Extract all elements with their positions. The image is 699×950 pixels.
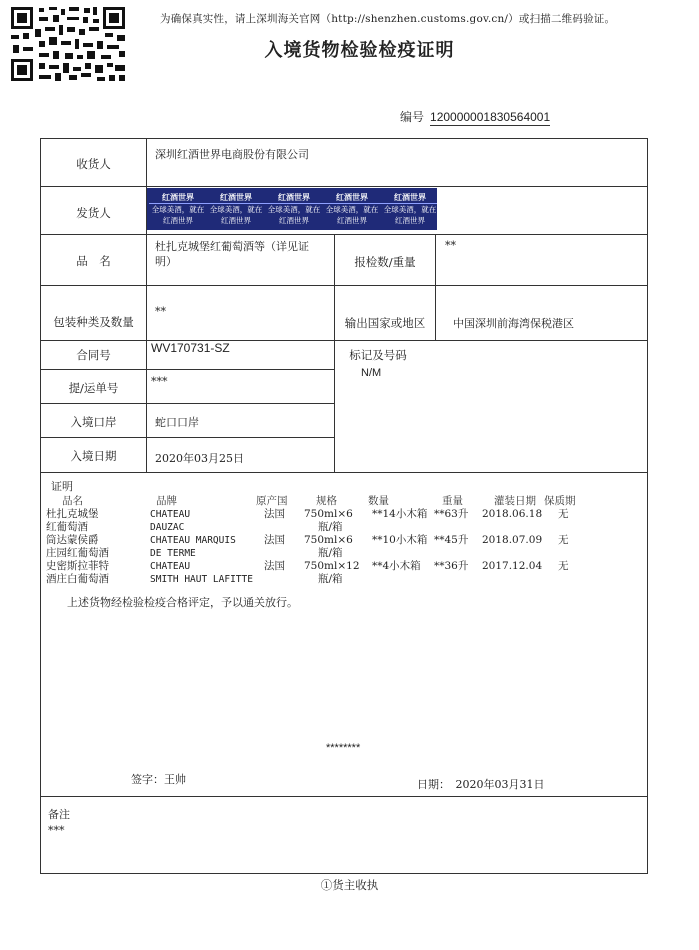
goods-row	[46, 534, 646, 547]
port-label: 入境口岸	[70, 415, 117, 429]
product-label: 品 名	[76, 254, 111, 268]
verification-notice: 为确保真实性，请上深圳海关官网（http://shenzhen.customs.gov.cn/）或扫描二维码验证。	[160, 13, 616, 25]
origin-label: 输出国家或地区	[344, 316, 426, 330]
goods-origin: 法国	[264, 508, 285, 520]
date-value: 2020年03月25日	[155, 452, 244, 465]
goods-name: 筒达蒙侯爵	[46, 534, 99, 546]
goods-origin: 法国	[264, 560, 285, 572]
banner-tile	[149, 192, 207, 226]
signature: 签字：王帅	[131, 773, 186, 786]
goods-name: 史密斯拉菲特	[46, 560, 109, 572]
goods-brand: CHATEAU	[150, 561, 191, 572]
goods-spec: 瓶/箱	[318, 573, 343, 585]
serial-label: 编号	[400, 110, 425, 124]
goods-name: 红葡萄酒	[46, 521, 88, 533]
goods-origin: 法国	[264, 534, 285, 546]
banner-brand: 红酒世界	[323, 192, 381, 204]
banner-tile	[381, 192, 437, 226]
header-shelf-life: 保质期	[544, 495, 576, 507]
banner-tile	[207, 192, 265, 226]
goods-rows	[46, 508, 646, 586]
conclusion-text: 上述货物经检验检疫合格评定，予以通关放行。	[67, 596, 298, 609]
contract-value: WV170731-SZ	[151, 341, 230, 355]
goods-shelf-life: 无	[558, 534, 569, 546]
issue-date: 日期： 2020年03月31日	[417, 778, 545, 791]
goods-weight: **36升	[434, 560, 469, 572]
bill-label: 提/运单号	[68, 381, 119, 395]
row-divider	[41, 472, 647, 473]
quantity-value: **	[445, 239, 456, 252]
goods-row	[46, 560, 646, 573]
banner-tile	[323, 192, 381, 226]
goods-shelf-life: 无	[558, 508, 569, 520]
serial-value: 120000001830564001	[430, 110, 551, 124]
goods-brand: CHATEAU MARQUIS	[150, 535, 236, 546]
goods-weight: **63升	[434, 508, 469, 520]
goods-fill-date: 2018.06.18	[482, 508, 543, 520]
quantity-label: 报检数/重量	[354, 255, 416, 269]
contract-label: 合同号	[76, 348, 111, 362]
banner-brand: 红酒世界	[149, 192, 207, 204]
date-label: 入境日期	[70, 449, 117, 463]
serial-number	[400, 108, 550, 126]
header-origin: 原产国	[256, 495, 288, 507]
goods-brand: DE TERME	[150, 548, 196, 559]
goods-brand: CHATEAU	[150, 509, 191, 520]
header-weight: 重量	[442, 495, 463, 507]
banner-brand: 红酒世界	[207, 192, 265, 204]
header-fill-date: 灌装日期	[494, 495, 536, 507]
certificate-label: 证明	[51, 480, 73, 493]
consignee-value: 深圳红酒世界电商股份有限公司	[155, 148, 309, 161]
banner-slogan: 全球美酒，就在红酒世界	[151, 205, 205, 225]
consignee-label: 收货人	[76, 157, 111, 171]
packing-value: **	[155, 305, 166, 318]
goods-qty: **4小木箱	[372, 560, 421, 572]
remarks-label: 备注	[48, 808, 70, 821]
banner-slogan: 全球美酒，就在红酒世界	[267, 205, 321, 225]
goods-spec: 750ml×6	[304, 508, 353, 520]
goods-row	[46, 508, 646, 521]
goods-spec: 瓶/箱	[318, 521, 343, 533]
banner-slogan: 全球美酒，就在红酒世界	[209, 205, 263, 225]
product-value: 杜扎克城堡红葡萄酒等（详见证明）	[155, 240, 309, 268]
goods-spec: 瓶/箱	[318, 547, 343, 559]
stars-mark: ********	[326, 742, 361, 754]
goods-weight: **45升	[434, 534, 469, 546]
row-divider	[41, 369, 334, 370]
goods-table	[46, 495, 646, 586]
column-divider	[435, 234, 436, 340]
goods-spec: 750ml×12	[304, 560, 360, 572]
port-value: 蛇口口岸	[155, 416, 199, 429]
row-divider	[41, 186, 647, 187]
origin-value: 中国深圳前海湾保税港区	[453, 317, 574, 330]
goods-name: 庄园红葡萄酒	[46, 547, 109, 559]
row-divider	[41, 285, 647, 286]
header-spec: 规格	[316, 495, 337, 507]
goods-row	[46, 573, 646, 586]
banner-tile	[265, 192, 323, 226]
header-qty: 数量	[368, 495, 389, 507]
banner-brand: 红酒世界	[265, 192, 323, 204]
banner-slogan: 全球美酒，就在红酒世界	[325, 205, 379, 225]
goods-header-row	[46, 495, 646, 508]
row-divider	[41, 340, 647, 341]
goods-brand: SMITH HAUT LAFITTE	[150, 574, 253, 585]
goods-shelf-life: 无	[558, 560, 569, 572]
goods-row	[46, 547, 646, 560]
row-divider	[41, 437, 334, 438]
goods-brand: DAUZAC	[150, 522, 185, 533]
banner-slogan: 全球美酒，就在红酒世界	[383, 205, 437, 225]
footer-copy-note: ①货主收执	[320, 878, 379, 892]
goods-name: 酒庄白葡萄酒	[46, 573, 109, 585]
shipper-banner-image	[147, 188, 437, 230]
document-title: 入境货物检验检疫证明	[264, 40, 455, 61]
row-divider	[41, 403, 334, 404]
row-divider	[41, 234, 647, 235]
goods-fill-date: 2017.12.04	[482, 560, 543, 572]
remarks-value: ***	[48, 824, 65, 837]
goods-row	[46, 521, 646, 534]
marks-value: N/M	[361, 367, 382, 379]
goods-qty: **14小木箱	[372, 508, 428, 520]
goods-name: 杜扎克城堡	[46, 508, 99, 520]
header-brand: 品牌	[156, 495, 177, 507]
bill-value: ***	[151, 375, 168, 388]
goods-fill-date: 2018.07.09	[482, 534, 543, 546]
goods-spec: 750ml×6	[304, 534, 353, 546]
banner-brand: 红酒世界	[381, 192, 437, 204]
row-divider	[41, 796, 647, 797]
marks-label: 标记及号码	[349, 348, 407, 362]
header-name: 品名	[62, 495, 83, 507]
goods-qty: **10小木箱	[372, 534, 428, 546]
consignor-label: 发货人	[76, 206, 111, 220]
packing-label: 包装种类及数量	[53, 315, 134, 329]
